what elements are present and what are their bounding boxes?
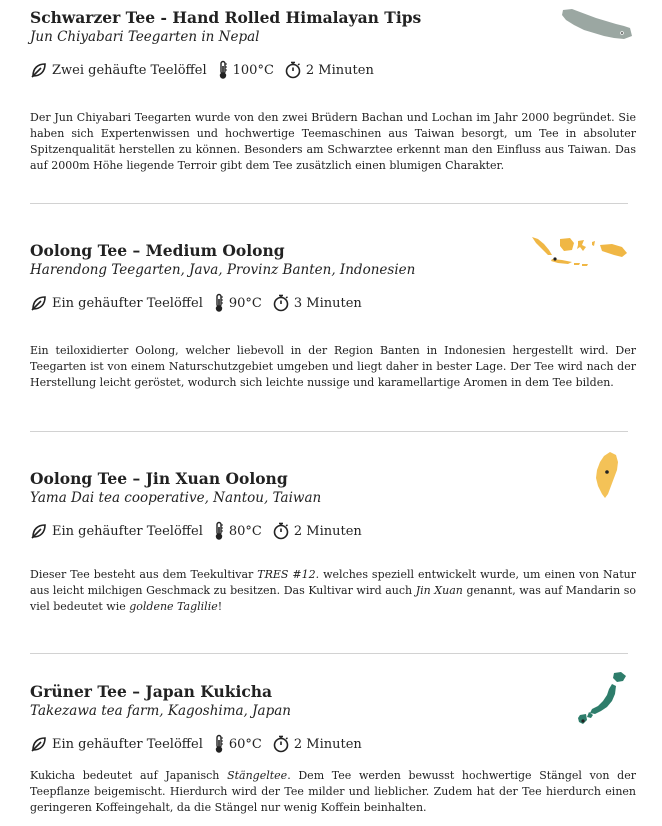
nepal-map-icon bbox=[560, 6, 636, 42]
stopwatch-icon bbox=[272, 735, 290, 753]
section-divider bbox=[30, 431, 628, 432]
amount-spec bbox=[30, 522, 203, 540]
brewing-specs bbox=[30, 293, 372, 313]
stopwatch-icon bbox=[284, 61, 302, 79]
amount-text: Ein gehäufter Teelöffel bbox=[52, 736, 203, 752]
brewing-specs bbox=[30, 521, 372, 541]
tea-entry-1 bbox=[30, 8, 636, 172]
temperature-text: 60°C bbox=[228, 736, 262, 752]
tea-leaf-icon bbox=[30, 735, 48, 753]
temperature-spec bbox=[213, 521, 262, 541]
indonesia-map-icon bbox=[530, 233, 630, 271]
section-divider bbox=[30, 203, 628, 204]
thermometer-icon bbox=[213, 734, 225, 754]
thermometer-icon bbox=[217, 60, 229, 80]
japan-map-icon bbox=[574, 670, 630, 726]
amount-spec bbox=[30, 735, 203, 753]
time-spec bbox=[284, 61, 374, 79]
tea-leaf-icon bbox=[30, 61, 48, 79]
tea-entry-3 bbox=[30, 469, 636, 613]
stopwatch-icon bbox=[272, 522, 290, 540]
temperature-spec bbox=[213, 293, 262, 313]
tea-leaf-icon bbox=[30, 294, 48, 312]
thermometer-icon bbox=[213, 293, 225, 313]
amount-spec bbox=[30, 294, 203, 312]
time-text: 3 Minuten bbox=[293, 295, 362, 311]
temperature-text: 90°C bbox=[228, 295, 262, 311]
tea-description: Der Jun Chiyabari Teegarten wurde von den zwei Brüdern Bachan und Lochan im Jahr 2000 begründet. Sie haben sich Expertenwissen und hochwertige Teemaschinen aus Taiwan besorgt, um Tee in absoluter Spitzenqualität herstellen zu können. Besonders am Schwarztee erkennt man den Einfluss aus Taiwan. Das auf 2000m Höhe liegende Terroir gibt dem Tee zusätzlich einen blumigen Charakter. bbox=[30, 111, 636, 172]
tea-description: Ein teiloxidierter Oolong, welcher liebevoll in der Region Banten in Indonesien hergestellt wird. Der Teegarten ist von einem Naturschutzgebiet umgeben und liegt daher in bester Lage. Der Tee wird nach der Herstellung leicht geröstet, wodurch sich leichte nussige und karamellartige Aromen in dem Tee bilden. bbox=[30, 344, 636, 389]
tea-title: Schwarzer Tee - Hand Rolled Himalayan Tips bbox=[30, 8, 422, 27]
amount-spec bbox=[30, 61, 207, 79]
temperature-spec bbox=[217, 60, 274, 80]
tea-title: Oolong Tee – Medium Oolong bbox=[30, 241, 285, 260]
tea-title: Oolong Tee – Jin Xuan Oolong bbox=[30, 469, 288, 488]
tea-title: Grüner Tee – Japan Kukicha bbox=[30, 682, 273, 701]
thermometer-icon bbox=[213, 521, 225, 541]
time-spec bbox=[272, 522, 362, 540]
tea-leaf-icon bbox=[30, 522, 48, 540]
section-divider bbox=[30, 653, 628, 654]
time-text: 2 Minuten bbox=[293, 736, 362, 752]
time-spec bbox=[272, 294, 362, 312]
tea-description: Kukicha bedeutet auf Japanisch Stängeltee. Dem Tee werden bewusst hochwertige Stängel von der Teepflanze beigemischt. Hierdurch wird der Tee milder und lieblicher. Zudem hat der Tee hierdurch einen geringeren Koffeingehalt, da die Stängel nur wenig Koffein beinhalten. bbox=[30, 769, 636, 814]
time-text: 2 Minuten bbox=[305, 62, 374, 78]
brewing-specs bbox=[30, 734, 372, 754]
time-text: 2 Minuten bbox=[293, 523, 362, 539]
stopwatch-icon bbox=[272, 294, 290, 312]
temperature-spec bbox=[213, 734, 262, 754]
time-spec bbox=[272, 735, 362, 753]
tea-entry-4 bbox=[30, 682, 636, 814]
tea-origin: Harendong Teegarten, Java, Provinz Banten, Indonesien bbox=[30, 262, 416, 278]
temperature-text: 80°C bbox=[228, 523, 262, 539]
amount-text: Ein gehäufter Teelöffel bbox=[52, 295, 203, 311]
tea-description: Dieser Tee besteht aus dem Teekultivar TRES #12. welches speziell entwickelt wurde, um einen von Natur aus leicht milchigen Geschmack zu besitzen. Das Kultivar wird auch Jin Xuan genannt, was auf Mandarin so viel bedeutet wie goldene Taglilie! bbox=[30, 568, 636, 613]
temperature-text: 100°C bbox=[232, 62, 274, 78]
tea-origin: Yama Dai tea cooperative, Nantou, Taiwan bbox=[30, 490, 322, 506]
tea-origin: Takezawa tea farm, Kagoshima, Japan bbox=[30, 703, 291, 719]
brewing-specs bbox=[30, 60, 384, 80]
amount-text: Zwei gehäufte Teelöffel bbox=[52, 62, 207, 78]
taiwan-map-icon bbox=[592, 450, 622, 500]
tea-origin: Jun Chiyabari Teegarten in Nepal bbox=[30, 29, 260, 45]
amount-text: Ein gehäufter Teelöffel bbox=[52, 523, 203, 539]
